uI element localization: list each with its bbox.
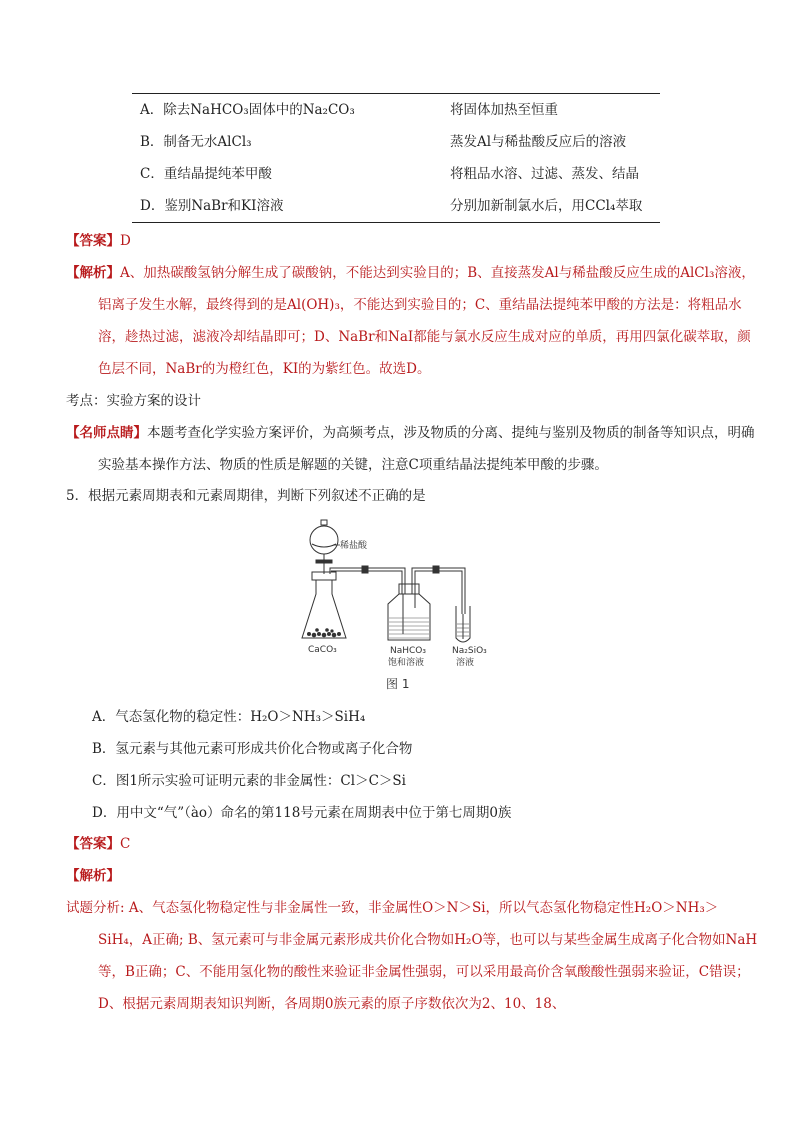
q4-tip-text: 本题考查化学实验方案评价，为高频考点，涉及物质的分离、提纯与鉴别及物质的制备等知识点，明确实验基本操作方法、物质的性质是解题的关键，注意C项重结晶法提纯苯甲酸的步骤。 [98, 425, 755, 473]
q5-option-b: B．氢元素与其他元素可形成共价化合物或离子化合物 [92, 741, 413, 757]
q4-analysis: 【解析】A、加热碳酸氢钠分解生成了碳酸钠，不能达到实验目的；B、直接蒸发Al与稀盐酸反应生成的AlCl₃溶液，铝离子发生水解，最终得到的是Al(OH)₃，不能达到实验目的；C、重结晶法提纯苯甲酸的方法是：将粗品水溶，趁热过滤，滤液冷却结晶即可；D、NaBr和NaI都能与氯水反应生成对应的单质，再用四氯化碳萃取，颜色层不同，NaBr的为橙红色，KI的为紫红色。故选D。 [66, 265, 755, 377]
table-cell-right: 将固体加热至恒重 [450, 102, 558, 118]
q4-analysis-text: A、加热碳酸氢钠分解生成了碳酸钠，不能达到实验目的；B、直接蒸发Al与稀盐酸反应生成的AlCl₃溶液，铝离子发生水解，最终得到的是Al(OH)₃，不能达到实验目的；C、重结晶法提纯苯甲酸的方法是：将粗品水溶，趁热过滤，滤液冷却结晶即可；D、NaBr和NaI都能与氯水反应生成对应的单质，再用四氯化碳萃取，颜色层不同，NaBr的为橙红色，KI的为紫红色。故选D。 [98, 265, 755, 377]
q5-analysis-text: 试题分析: A、气态氢化物稳定性与非金属性一致，非金属性O＞N＞Si，所以气态氢化物稳定性H₂O＞NH₃＞SiH₄，A正确; B、氢元素可与非金属元素形成共价化合物如H₂O等，也可以与某些金属生成离子化合物如NaH等，B正确；C、不能用氢化物的酸性来验证非金属性强弱，可以采用最高价含氧酸酸性强弱来验证，C错误；D、根据元素周期表知识判断，各周期0族元素的原子序数依次为2、10、18、 [66, 900, 758, 1012]
table-cell-right: 将粗品水溶、过滤、蒸发、结晶 [450, 166, 639, 182]
table-row [132, 126, 660, 158]
q5-answer-value: C [120, 836, 131, 852]
label-caco3: CaCO₃ [308, 645, 337, 655]
table-cell-right: 分别加新制氯水后，用CCl₄萃取 [450, 198, 643, 214]
label-dilute-hcl: 稀盐酸 [340, 541, 368, 551]
q5-option-a: A．气态氢化物的稳定性：H₂O＞NH₃＞SiH₄ [92, 709, 366, 725]
table-cell-left: B．制备无水AlCl₃ [140, 134, 252, 150]
q4-answer-value: D [120, 233, 131, 249]
q5-option-d: D．用中文“气”（ào）命名的第118号元素在周期表中位于第七周期0族 [92, 805, 512, 821]
table-cell-left: C．重结晶提纯苯甲酸 [140, 166, 272, 182]
experiment-table [132, 93, 660, 223]
table-row [132, 190, 660, 222]
q5-stem: 5．根据元素周期表和元素周期律，判断下列叙述不正确的是 [66, 488, 426, 504]
q5-answer: 【答案】C [66, 836, 131, 852]
label-solution: 溶液 [456, 658, 475, 668]
label-na2sio3: Na₂SiO₃ [452, 646, 487, 656]
caco3-solid [307, 628, 341, 637]
table-row [132, 158, 660, 190]
figure-caption: 图 1 [386, 677, 410, 691]
label-saturated-solution: 饱和溶液 [388, 658, 425, 668]
q4-answer: 【答案】D [66, 233, 131, 249]
table-cell-left: A．除去NaHCO₃固体中的Na₂CO₃ [140, 102, 355, 118]
delivery-tubes [330, 566, 465, 614]
table-cell-right: 蒸发Al与稀盐酸反应后的溶液 [450, 134, 627, 150]
separatory-funnel [310, 520, 338, 574]
apparatus-figure [300, 514, 510, 694]
q5-option-c: C．图1所示实验可证明元素的非金属性：Cl＞C＞Si [92, 773, 406, 789]
table-cell-left: D．鉴别NaBr和KI溶液 [140, 198, 284, 214]
label-nahco3: NaHCO₃ [390, 646, 426, 656]
q4-teacher-tip: 【名师点睛】本题考查化学实验方案评价，为高频考点，涉及物质的分离、提纯与鉴别及物质的制备等知识点，明确实验基本操作方法、物质的性质是解题的关键，注意C项重结晶法提纯苯甲酸的步骤。 [66, 425, 755, 473]
gas-washing-bottle [388, 584, 430, 640]
q4-kaodian: 考点：实验方案的设计 [66, 393, 201, 409]
conical-flask [302, 572, 346, 638]
table-row [132, 94, 660, 126]
nahco3-solution [389, 618, 429, 638]
q5-analysis-label: 【解析】 [66, 868, 120, 884]
